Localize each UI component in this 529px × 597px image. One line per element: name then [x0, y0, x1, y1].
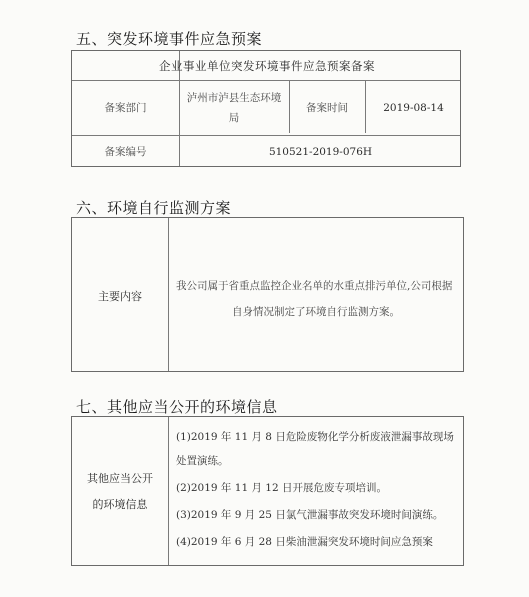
list-item: (3)2019 年 9 月 25 日氯气泄漏事故突发环境时间演练。 [176, 509, 444, 521]
section5-heading: 五、突发环境事件应急预案 [76, 30, 263, 48]
dept-value-line2: 局 [228, 111, 240, 124]
section6-heading: 六、环境自行监测方案 [76, 199, 232, 217]
other-info-list [168, 417, 465, 567]
dept-label: 备案部门 [104, 102, 147, 114]
time-label: 备案时间 [306, 102, 348, 114]
other-info-table [71, 416, 464, 566]
number-label: 备案编号 [104, 146, 147, 158]
emergency-plan-table [71, 50, 461, 167]
other-info-label-line2: 的环境信息 [92, 498, 148, 511]
table-title: 企业事业单位突发环境事件应急预案备案 [159, 58, 375, 73]
dept-value [179, 80, 289, 135]
list-item: (1)2019 年 11 月 8 日危险废物化学分析废液泄漏事故现场 [176, 431, 454, 443]
number-value: 510521-2019-076H [268, 145, 373, 158]
list-item: (4)2019 年 6 月 28 日柴油泄漏突发环境时间应急预案 [176, 536, 433, 548]
monitoring-table [71, 217, 464, 372]
other-info-label [72, 417, 168, 567]
list-item: 处置演练。 [176, 455, 229, 467]
time-value: 2019-08-14 [383, 101, 444, 114]
main-content-text [168, 218, 465, 373]
main-content-line2: 自身情况制定了环境自行监测方案。 [232, 305, 400, 318]
main-content-line1: 我公司属于省重点监控企业名单的水重点排污单位,公司根据 [176, 279, 453, 292]
other-info-label-line1: 其他应当公开 [87, 472, 153, 485]
dept-value-line1: 泸州市泸县生态环境 [186, 91, 282, 104]
list-item: (2)2019 年 11 月 12 日开展危废专项培训。 [176, 482, 388, 494]
main-content-label: 主要内容 [98, 289, 142, 303]
section7-heading: 七、其他应当公开的环境信息 [76, 398, 278, 416]
